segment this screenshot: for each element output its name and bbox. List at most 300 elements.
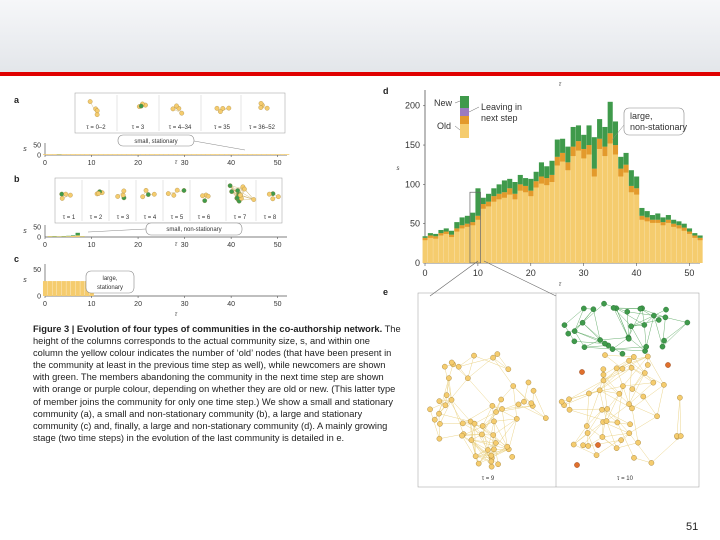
network-node <box>636 440 641 445</box>
network-node <box>485 447 490 452</box>
bar-new <box>71 235 75 236</box>
bar-new <box>470 213 475 222</box>
bar-new <box>676 221 681 225</box>
network-node <box>645 354 650 359</box>
network-node <box>152 192 156 196</box>
network-node <box>491 432 496 437</box>
x-tick-label: 50 <box>273 160 282 167</box>
bar-new <box>586 125 591 145</box>
bar-new <box>465 216 470 224</box>
panel-c-chart <box>23 264 287 318</box>
top-axis-label: τ <box>558 82 562 88</box>
network-node <box>599 407 604 412</box>
panel-d-chart <box>397 82 703 288</box>
network-node <box>252 197 256 201</box>
bar-old <box>682 228 687 263</box>
network-node <box>116 194 120 198</box>
bar-old <box>252 154 256 155</box>
bar-old <box>71 154 75 155</box>
bar-old <box>122 154 126 155</box>
network-node <box>171 107 175 111</box>
network-node <box>495 351 500 356</box>
bar-old <box>449 235 454 263</box>
network-node <box>598 337 603 342</box>
snapshot-time-label: τ = 6 <box>197 215 211 221</box>
bar-old <box>215 154 219 155</box>
snapshot-time-label: τ = 8 <box>263 215 277 221</box>
bar-old <box>586 145 591 263</box>
bar-new <box>507 179 512 188</box>
network-node <box>663 315 668 320</box>
network-node <box>626 401 631 406</box>
bar-new <box>539 162 544 176</box>
bar-leaving <box>655 220 660 223</box>
network-node <box>620 351 625 356</box>
annotation-pointer <box>194 141 245 150</box>
y-tick-label: 200 <box>404 100 420 111</box>
bar-old <box>76 235 80 237</box>
bar-old <box>285 154 289 155</box>
bar-leaving <box>454 228 459 231</box>
bar-old <box>512 194 517 263</box>
x-tick-label: 20 <box>134 301 142 308</box>
network-node <box>449 360 454 365</box>
network-node <box>611 305 616 310</box>
network-node <box>469 437 474 442</box>
network-node <box>585 430 590 435</box>
bar-old <box>624 165 629 263</box>
bar-leaving <box>475 216 480 220</box>
bar-old <box>113 154 117 155</box>
x-tick-label: 20 <box>134 242 142 249</box>
bar-new <box>428 233 433 235</box>
network-node <box>610 347 615 352</box>
network-node <box>572 339 577 344</box>
bar-leaving <box>555 157 560 166</box>
network-node <box>68 193 72 197</box>
y-axis-label: s <box>23 277 27 284</box>
network-node <box>174 104 178 108</box>
bar-new <box>460 217 465 225</box>
annotation-label: small, non-stationary <box>166 227 222 233</box>
network-node <box>521 399 526 404</box>
network-node <box>604 419 609 424</box>
bar-new <box>645 211 650 217</box>
network-node-leaving <box>595 442 600 447</box>
bar-new <box>438 230 443 233</box>
bar-old <box>581 149 586 263</box>
bar-leaving <box>571 147 576 156</box>
bar-old <box>248 154 252 155</box>
x-tick-label: 40 <box>227 301 236 308</box>
bar-leaving <box>444 232 449 234</box>
bar-old <box>201 154 205 155</box>
bar-old <box>206 154 210 155</box>
bar-new <box>661 217 666 222</box>
bar-leaving <box>671 224 676 227</box>
bar-new <box>534 172 539 181</box>
bar-old <box>211 154 215 155</box>
bar-old <box>618 169 623 263</box>
network-node <box>491 419 496 424</box>
network-node <box>631 354 636 359</box>
network-node <box>601 301 606 306</box>
bar-old <box>602 147 607 263</box>
network-node <box>139 104 143 108</box>
bar-leaving <box>512 194 517 200</box>
x-axis-label: τ <box>174 312 178 318</box>
bar-old <box>187 154 191 155</box>
network-node <box>505 444 510 449</box>
bar-old <box>224 154 228 155</box>
y-tick-label: 0 <box>37 234 41 242</box>
bar-old <box>576 141 581 263</box>
y-tick-label: 50 <box>33 142 41 150</box>
bar-old <box>169 154 173 155</box>
network-node <box>235 188 239 192</box>
snapshot-time-label: τ = 3 <box>131 125 145 131</box>
x-tick-label: 50 <box>273 242 282 249</box>
bar-old <box>276 154 280 155</box>
bar-leaving <box>518 184 523 190</box>
network-node <box>571 442 576 447</box>
bar-leaving <box>576 141 581 150</box>
network-node <box>218 109 222 113</box>
legend-leaving-label-2: next step <box>481 113 518 123</box>
network-node <box>678 433 683 438</box>
network-node <box>459 433 464 438</box>
network-node <box>629 324 634 329</box>
bar-new <box>650 215 655 220</box>
network-node <box>626 358 631 363</box>
bar-old <box>183 154 187 155</box>
y-tick-label: 100 <box>404 179 420 190</box>
network-node <box>259 105 263 109</box>
legend-leaving-old-swatch <box>460 116 469 124</box>
x-tick-label: 40 <box>227 160 236 167</box>
bar-old <box>62 236 66 237</box>
network-node <box>602 341 607 346</box>
bar-new <box>560 139 565 153</box>
network-node <box>642 322 647 327</box>
bar-old <box>103 154 107 155</box>
annotation-label-line2: non-stationary <box>630 122 688 132</box>
network-node <box>566 331 571 336</box>
bar-new <box>454 222 459 228</box>
x-tick-label: 40 <box>631 268 642 278</box>
y-tick-label: 50 <box>409 218 420 229</box>
bar-leaving <box>433 236 438 238</box>
bar-new <box>549 161 554 175</box>
bar-old <box>486 202 491 263</box>
bar-old <box>62 281 66 296</box>
bar-old <box>539 177 544 264</box>
bar-leaving <box>465 224 470 227</box>
network-node <box>566 397 571 402</box>
network-node <box>496 462 501 467</box>
bar-old <box>141 154 145 155</box>
network-node <box>95 109 99 113</box>
network-node <box>641 394 646 399</box>
bar-old <box>523 186 528 263</box>
network-node <box>677 395 682 400</box>
snapshot-time-label: τ = 7 <box>233 215 247 221</box>
bar-leaving <box>502 192 507 198</box>
legend-old-label: Old <box>437 121 452 131</box>
network-node <box>437 421 442 426</box>
bar-new <box>444 228 449 231</box>
zoom-link-right <box>484 261 556 296</box>
bar-old <box>108 154 112 155</box>
bar-old <box>220 154 224 155</box>
bar-leaving <box>639 216 644 220</box>
network-node <box>656 317 661 322</box>
bar-leaving <box>698 238 703 240</box>
network-node <box>644 344 649 349</box>
network-node <box>663 307 668 312</box>
bar-old <box>159 154 163 155</box>
network-node <box>594 453 599 458</box>
bar-old <box>229 154 233 155</box>
bar-old <box>80 154 84 155</box>
bar-leaving <box>481 204 486 209</box>
bar-old <box>197 154 201 155</box>
bar-leaving <box>645 217 650 221</box>
bar-new <box>502 180 507 192</box>
bar-leaving <box>597 139 602 149</box>
bar-old <box>676 225 681 263</box>
bar-old <box>661 222 666 263</box>
bar-new <box>687 228 692 231</box>
network-node <box>215 106 219 110</box>
bar-new <box>655 213 660 219</box>
legend-new-label: New <box>434 98 453 108</box>
bar-old <box>150 154 154 155</box>
network-node <box>601 367 606 372</box>
bar-old <box>423 238 428 263</box>
bar-old <box>43 154 47 155</box>
network-node <box>238 193 242 197</box>
x-tick-label: 30 <box>180 301 189 308</box>
network-node <box>476 461 481 466</box>
network-node <box>446 376 451 381</box>
network-node <box>600 434 605 439</box>
bar-leaving <box>539 177 544 184</box>
network-node <box>649 460 654 465</box>
bar-old <box>80 236 84 237</box>
bar-old <box>66 281 70 296</box>
x-tick-label: 40 <box>227 242 236 249</box>
bar-leaving <box>692 235 697 237</box>
legend-pointer <box>455 126 460 130</box>
network-node <box>620 384 625 389</box>
panel-b-snapshots <box>55 178 282 223</box>
bar-leaving <box>528 191 533 197</box>
bar-old <box>57 236 61 237</box>
network-node <box>471 353 476 358</box>
network-node <box>96 191 100 195</box>
bar-old <box>428 235 433 263</box>
bar-new <box>602 127 607 147</box>
x-tick-label: 20 <box>525 268 536 278</box>
network-node <box>427 407 432 412</box>
network-node <box>228 184 232 188</box>
y-tick-label: 150 <box>404 140 420 151</box>
bar-old <box>608 133 613 263</box>
bar-old <box>52 154 56 155</box>
bar-new <box>698 235 703 237</box>
network-node <box>601 372 606 377</box>
bar-old <box>234 154 238 155</box>
network-node <box>651 313 656 318</box>
network-node <box>531 388 536 393</box>
network-node <box>572 329 577 334</box>
x-tick-label: 10 <box>87 160 96 167</box>
network-node <box>580 320 585 325</box>
bar-new <box>581 135 586 149</box>
bar-old <box>173 154 177 155</box>
bar-leaving <box>438 233 443 235</box>
x-tick-label: 0 <box>43 160 47 167</box>
network-node <box>615 420 620 425</box>
network-node <box>121 193 125 197</box>
bar-old <box>76 281 80 296</box>
annotation-label-line1: large, <box>630 111 653 121</box>
bar-old <box>692 235 697 263</box>
bar-leaving <box>650 220 655 223</box>
network-node <box>661 382 666 387</box>
network-node <box>60 192 64 196</box>
bar-old <box>639 216 644 263</box>
network-node <box>203 198 207 202</box>
network-node <box>271 197 275 201</box>
network-node <box>443 403 448 408</box>
bar-new <box>497 184 502 193</box>
bar-leaving <box>486 202 491 207</box>
network-node <box>581 306 586 311</box>
bar-leaving <box>581 149 586 158</box>
bar-old <box>66 236 70 237</box>
network-node <box>166 191 170 195</box>
panel-e-letter: e <box>383 287 389 297</box>
bar-leaving <box>470 222 475 225</box>
x-tick-label: 30 <box>180 160 189 167</box>
network-node <box>526 380 531 385</box>
bar-new <box>512 182 517 194</box>
bar-old <box>262 154 266 155</box>
bar-new <box>618 157 623 169</box>
network-node <box>88 99 92 103</box>
panel-b-chart <box>23 223 287 249</box>
network-node <box>479 432 484 437</box>
network-node <box>472 421 477 426</box>
snapshot-time-label: τ = 1 <box>62 215 76 221</box>
bar-old <box>565 162 570 263</box>
network-node <box>499 397 504 402</box>
bar-old <box>497 194 502 263</box>
network-node <box>506 367 511 372</box>
bar-old <box>145 154 149 155</box>
x-tick-label: 0 <box>43 242 47 249</box>
bar-new <box>571 127 576 147</box>
bar-leaving <box>549 175 554 182</box>
bar-old <box>80 281 84 296</box>
bar-old <box>481 204 486 263</box>
bar-leaving <box>491 196 496 202</box>
legend-old-swatch <box>460 124 469 138</box>
bar-new <box>692 233 697 235</box>
bar-old <box>271 154 275 155</box>
bar-old <box>507 188 512 263</box>
annotation-label-line2: stationary <box>96 285 124 291</box>
bar-old <box>243 154 247 155</box>
x-axis-label: τ <box>174 242 178 248</box>
bar-old <box>280 154 284 155</box>
bar-leaving <box>666 220 671 223</box>
bar-leaving <box>624 165 629 173</box>
bar-old <box>94 154 98 155</box>
network-node <box>95 112 99 116</box>
bar-old <box>518 184 523 263</box>
network-node <box>631 455 636 460</box>
bar-leaving <box>507 188 512 194</box>
bar-old <box>257 154 261 155</box>
bar-old <box>698 238 703 263</box>
network-node <box>627 431 632 436</box>
x-axis-label: τ <box>174 160 178 166</box>
bar-old <box>634 188 639 263</box>
network-node <box>122 189 126 193</box>
bar-new <box>486 194 491 202</box>
bar-new <box>565 147 570 163</box>
bar-old <box>465 224 470 263</box>
x-axis-label: τ <box>558 282 562 288</box>
x-tick-label: 20 <box>134 160 142 167</box>
network-node <box>489 453 494 458</box>
bar-new <box>449 231 454 235</box>
bar-old <box>528 191 533 263</box>
network-node <box>265 106 269 110</box>
bar-leaving <box>602 147 607 156</box>
network-node <box>638 306 643 311</box>
bar-old <box>470 222 475 263</box>
network-node <box>586 443 591 448</box>
network-node <box>200 194 204 198</box>
bar-old <box>549 175 554 263</box>
bar-new <box>576 125 581 141</box>
snapshot-time-label: τ = 4 <box>143 215 157 221</box>
network-node <box>614 366 619 371</box>
bar-old <box>117 154 121 155</box>
network-node <box>473 454 478 459</box>
panel-c-letter: c <box>14 254 20 264</box>
x-tick-label: 0 <box>43 301 47 308</box>
legend-pointer <box>469 107 479 112</box>
network-node <box>437 399 442 404</box>
bar-new <box>597 119 602 139</box>
bar-old <box>99 154 103 155</box>
network-node <box>629 365 634 370</box>
bar-old <box>131 154 135 155</box>
panel-a-chart <box>23 135 289 167</box>
bar-old <box>266 154 270 155</box>
bar-old <box>433 236 438 263</box>
network-node <box>465 376 470 381</box>
network-node <box>490 355 495 360</box>
bar-old <box>127 154 131 155</box>
y-tick-label: 0 <box>37 293 41 301</box>
network-node <box>449 397 454 402</box>
